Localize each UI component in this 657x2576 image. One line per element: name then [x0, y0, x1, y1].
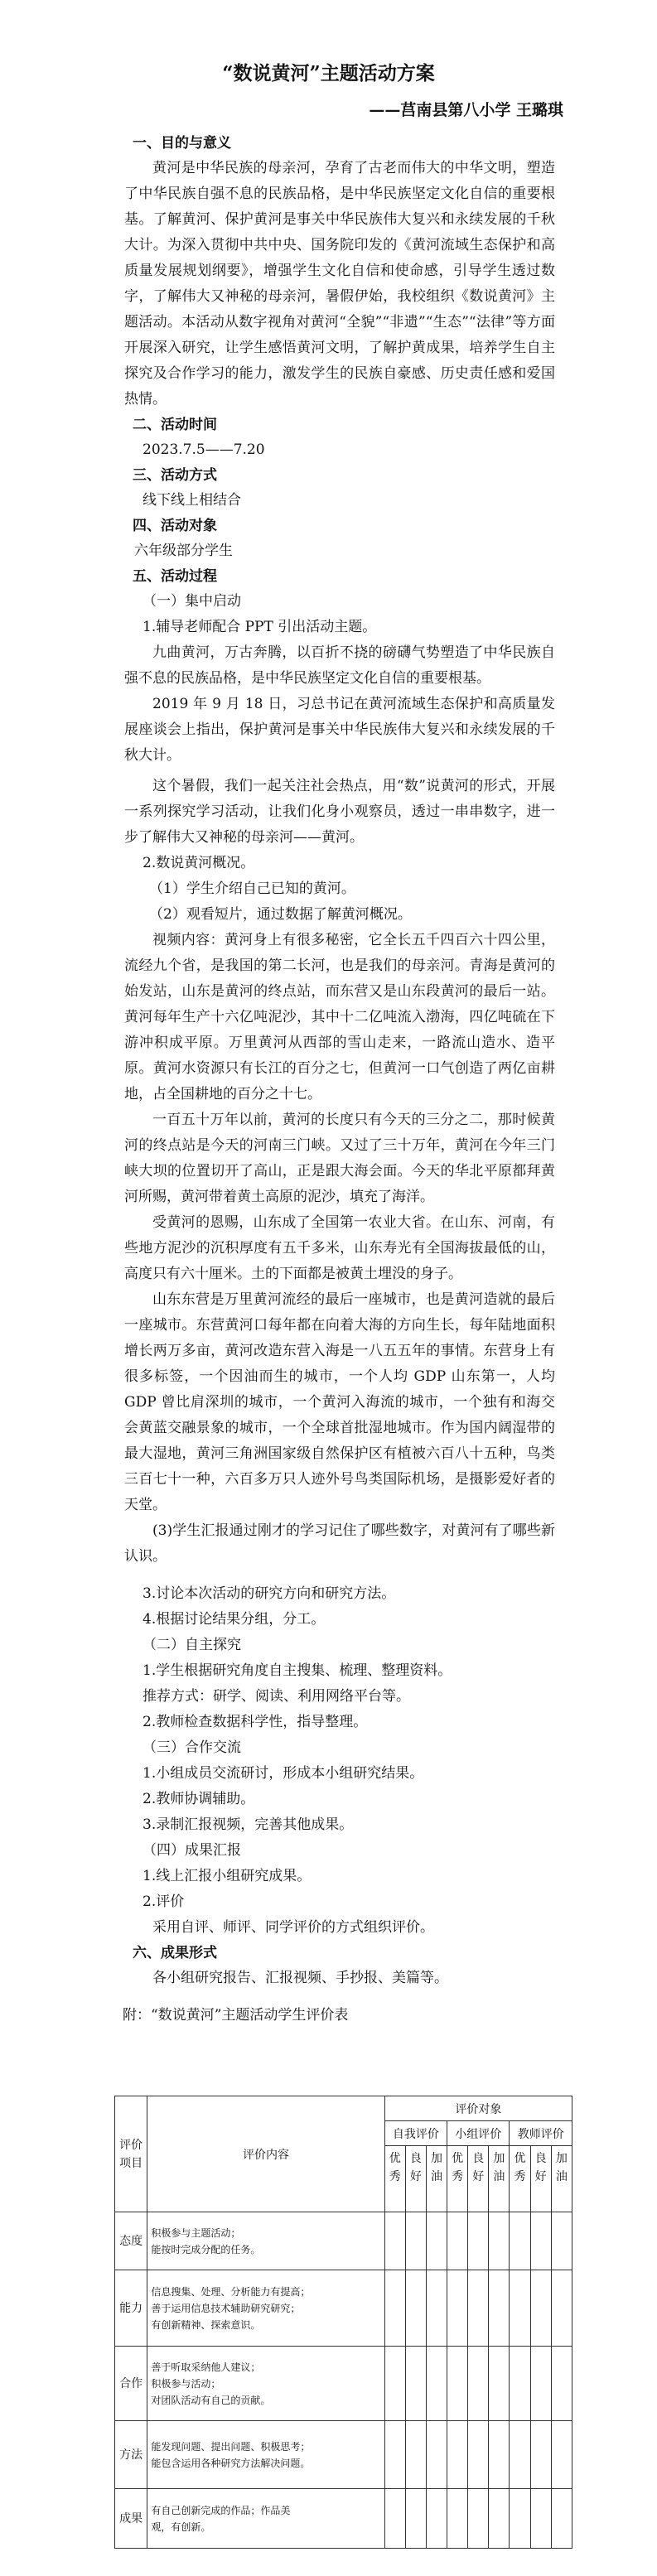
col-header-content: 评价内容	[147, 2096, 384, 2212]
col-header-item: 评价项目	[115, 2096, 147, 2212]
paragraph: 受黄河的恩赐，山东成了全国第一农业大省。在山东、河南，有些地方泥沙的沉积厚度有五千多米，山东寿光有全国海拔最低的山，高度只有六十厘米。土的下面都是被黄土埋没的身子。	[124, 1214, 555, 1282]
rating-cell[interactable]	[426, 2270, 447, 2347]
rating-cell[interactable]	[510, 2421, 530, 2489]
appendix-caption: 附：“数说黄河”主题活动学生评价表	[123, 2007, 349, 2024]
rating-cell[interactable]	[405, 2270, 426, 2347]
paragraph: 2.教师检查数据科学性，指导整理。	[143, 1714, 368, 1730]
rating-cell[interactable]	[510, 2270, 530, 2347]
grade-header: 优秀	[447, 2146, 468, 2212]
grade-header: 加油	[489, 2146, 510, 2212]
paragraph: 山东东营是万里黄河流经的最后一座城市，也是黄河造就的最后一座城市。东营黄河口每年都在向着大海的方向生长，每年陆地面积增长两万多亩，黄河改造东营入海是一八五五年的事情。东营身上有很多标签，一个因油而生的城市，一个人均 GDP 山东第一，人均 GDP 曾比肩深圳的城市，一个黄河入海流的城市，一个独有和海交会黄蓝交融景象的城市，一个全球首批湿地城市。作为国内阔湿带的最大湿地，黄河三角洲国家级自然保护区有植被六百八十五种，鸟类三百七十一种，六百多万只人迹外号鸟类国际机场，是摄影爱好者的天堂。	[124, 1291, 555, 1513]
paragraph: 1.线上汇报小组研究成果。	[143, 1868, 312, 1884]
criteria-cell	[147, 2347, 384, 2421]
section-heading: 五、活动过程	[133, 568, 217, 585]
rating-cell[interactable]	[551, 2347, 572, 2421]
paragraph: (3)学生汇报通过刚才的学习记住了哪些数字，对黄河有了哪些新认识。	[124, 1522, 555, 1565]
table-row	[115, 2421, 572, 2489]
criteria-line: 能发现问题、提出问题、积极思考；	[151, 2440, 311, 2453]
rating-cell[interactable]	[426, 2212, 447, 2270]
rating-cell[interactable]	[405, 2212, 426, 2270]
dimension-label: 能力	[115, 2270, 147, 2347]
group-header: 教师评价	[510, 2121, 572, 2146]
table-row	[115, 2212, 572, 2270]
rating-cell[interactable]	[551, 2489, 572, 2549]
paragraph: 2019 年 9 月 18 日，习总书记在黄河流域生态保护和高质量发展座谈会上指出，保护黄河是事关中华民族伟大复兴和永续发展的千秋大计。	[124, 696, 555, 764]
rating-cell[interactable]	[551, 2270, 572, 2347]
paragraph: 2.评价	[143, 1893, 185, 1910]
rating-cell[interactable]	[405, 2347, 426, 2421]
grade-header: 优秀	[510, 2146, 530, 2212]
grade-header: 良好	[405, 2146, 426, 2212]
sub-heading: （一）集中启动	[143, 593, 241, 610]
rating-cell[interactable]	[489, 2421, 510, 2489]
paragraph: 1.学生根据研究角度自主搜集、梳理、整理资料。	[143, 1662, 452, 1679]
paragraph: 4.根据讨论结果分组，分工。	[143, 1611, 326, 1628]
group-header: 小组评价	[447, 2121, 510, 2146]
criteria-line: 积极参与活动；	[151, 2377, 221, 2390]
rating-cell[interactable]	[468, 2347, 489, 2421]
paragraph: 线下线上相结合	[143, 492, 241, 509]
paragraph: 视频内容：黄河身上有很多秘密，它全长五千四百六十四公里，流经九个省，是我国的第二长河，也是我们的母亲河。青海是黄河的始发站，山东是黄河的终点站，而东营又是山东段黄河的最后一站。黄河每年生产十六亿吨泥沙，其中十二亿吨流入渤海，四亿吨硫在下游冲积成平原。万里黄河从西部的雪山走来，一路流山造水、造平原。黄河水资源只有长江的百分之七，但黄河一口气创造了两亿亩耕地，占全国耕地的百分之十七。	[124, 932, 555, 1102]
rating-cell[interactable]	[530, 2270, 551, 2347]
rating-cell[interactable]	[405, 2489, 426, 2549]
section-heading: 三、活动方式	[133, 467, 217, 484]
paragraph: （2）观看短片，通过数据了解黄河概况。	[149, 906, 412, 923]
criteria-line: 对团队活动有自己的贡献。	[151, 2394, 271, 2406]
criteria-cell	[147, 2270, 384, 2347]
criteria-line: 善于运用信息技术辅助研究研究；	[151, 2302, 301, 2314]
evaluation-table	[114, 2096, 572, 2549]
sub-heading: （二）自主探究	[143, 1637, 241, 1653]
criteria-line: 观，有创新。	[151, 2521, 211, 2533]
section-heading: 二、活动时间	[133, 417, 217, 433]
rating-cell[interactable]	[530, 2347, 551, 2421]
dimension-label: 方法	[115, 2421, 147, 2489]
paragraph: 2.数说黄河概况。	[143, 855, 255, 871]
paragraph: 六年级部分学生	[134, 543, 233, 559]
grade-header: 加油	[426, 2146, 447, 2212]
rating-cell[interactable]	[384, 2421, 405, 2489]
rating-cell[interactable]	[489, 2347, 510, 2421]
doc-body	[124, 131, 555, 2028]
rating-cell[interactable]	[384, 2489, 405, 2549]
rating-cell[interactable]	[468, 2212, 489, 2270]
rating-cell[interactable]	[384, 2347, 405, 2421]
section-heading: 一、目的与意义	[133, 135, 231, 152]
rating-cell[interactable]	[530, 2489, 551, 2549]
grade-header: 优秀	[384, 2146, 405, 2212]
dimension-label: 成果	[115, 2489, 147, 2549]
group-header: 自我评价	[384, 2121, 447, 2146]
dimension-label: 合作	[115, 2347, 147, 2421]
criteria-cell	[147, 2489, 384, 2549]
rating-cell[interactable]	[447, 2489, 468, 2549]
paragraph: 3.讨论本次活动的研究方向和研究方法。	[143, 1585, 396, 1602]
criteria-line: 积极参与主题活动；	[151, 2226, 241, 2239]
criteria-line: 有自己创新完成的作品；作品美	[151, 2504, 291, 2516]
criteria-line: 能按时完成分配的任务。	[151, 2243, 261, 2255]
section-heading: 四、活动对象	[133, 518, 217, 534]
grade-header: 加油	[551, 2146, 572, 2212]
paragraph: 九曲黄河，万古奔腾，以百折不挠的磅礴气势塑造了中华民族自强不息的民族品格，是中华民族坚定文化自信的重要根基。	[124, 644, 555, 687]
grade-header: 良好	[530, 2146, 551, 2212]
rating-cell[interactable]	[468, 2421, 489, 2489]
rating-cell[interactable]	[530, 2421, 551, 2489]
rating-cell[interactable]	[426, 2347, 447, 2421]
criteria-line: 能包含运用各种研究方法解决问题。	[151, 2457, 311, 2469]
doc-title: “数说黄河”主题活动方案	[222, 62, 435, 84]
section-heading: 六、成果形式	[133, 1945, 217, 1961]
rating-cell[interactable]	[447, 2421, 468, 2489]
doc-author: ——莒南县第八小学 王璐琪	[369, 101, 563, 119]
rating-cell[interactable]	[510, 2212, 530, 2270]
rating-cell[interactable]	[468, 2270, 489, 2347]
paragraph: 2.教师协调辅助。	[143, 1791, 255, 1807]
rating-cell[interactable]	[551, 2212, 572, 2270]
paragraph: 2023.7.5——7.20	[143, 441, 265, 458]
rating-cell[interactable]	[489, 2212, 510, 2270]
rating-cell[interactable]	[426, 2421, 447, 2489]
rating-cell[interactable]	[447, 2212, 468, 2270]
criteria-cell	[147, 2212, 384, 2270]
rating-cell[interactable]	[405, 2421, 426, 2489]
rating-cell[interactable]	[468, 2489, 489, 2549]
rating-cell[interactable]	[384, 2212, 405, 2270]
criteria-line: 善于听取采纳他人建议；	[151, 2361, 261, 2373]
paragraph: 1.小组成员交流研讨，形成本小组研究结果。	[143, 1765, 424, 1782]
rating-cell[interactable]	[384, 2270, 405, 2347]
paragraph: 采用自评、师评、同学评价的方式组织评价。	[152, 1919, 434, 1936]
paragraph: （1）学生介绍自己已知的黄河。	[149, 880, 355, 897]
dimension-label: 态度	[115, 2212, 147, 2270]
rating-cell[interactable]	[530, 2212, 551, 2270]
paragraph: 这个暑假，我们一起关注社会热点，用“数”说黄河的形式，开展一系列探究学习活动，让我们化身小观察员，透过一串串数字，进一步了解伟大又神秘的母亲河——黄河。	[124, 778, 555, 846]
rating-cell[interactable]	[510, 2489, 530, 2549]
criteria-line: 信息搜集、处理、分析能力有提高；	[151, 2285, 311, 2298]
criteria-line: 有创新精神、探索意识。	[151, 2318, 261, 2331]
rating-cell[interactable]	[447, 2347, 468, 2421]
paragraph: 一百五十万年以前，黄河的长度只有今天的三分之二，那时候黄河的终点站是今天的河南三门峡。又过了三十万年，黄河在今年三门峡大坝的位置切开了高山，正是跟大海会面。今天的华北平原都拜黄河所赐，黄河带着黄土高原的泥沙，填充了海洋。	[124, 1112, 555, 1205]
table-row	[115, 2489, 572, 2549]
grade-header: 良好	[468, 2146, 489, 2212]
paragraph: 推荐方式：研学、阅读、利用网络平台等。	[143, 1688, 410, 1705]
sub-heading: （三）合作交流	[143, 1739, 241, 1756]
col-header-target: 评价对象	[384, 2096, 572, 2121]
rating-cell[interactable]	[551, 2421, 572, 2489]
rating-cell[interactable]	[510, 2347, 530, 2421]
rating-cell[interactable]	[489, 2489, 510, 2549]
rating-cell[interactable]	[426, 2489, 447, 2549]
paragraph: 3.录制汇报视频，完善其他成果。	[143, 1816, 354, 1833]
rating-cell[interactable]	[447, 2270, 468, 2347]
criteria-cell	[147, 2421, 384, 2489]
paragraph: 1.辅导老师配合 PPT 引出活动主题。	[143, 619, 377, 635]
rating-cell[interactable]	[489, 2270, 510, 2347]
sub-heading: （四）成果汇报	[143, 1842, 241, 1859]
paragraph: 黄河是中华民族的母亲河，孕育了古老而伟大的中华文明，塑造了中华民族自强不息的民族品格，是中华民族坚定文化自信的重要根基。了解黄河、保护黄河是事关中华民族伟大复兴和永续发展的千秋大计。为深入贯彻中共中央、国务院印发的《黄河流域生态保护和高质量发展规划纲要》，增强学生文化自信和使命感，引导学生透过数字，了解伟大又神秘的母亲河，暑假伊始，我校组织《数说黄河》主题活动。本活动从数字视角对黄河“全貌”“非遗”“生态”“法律”等方面开展深入研究，让学生感悟黄河文明，了解护黄成果，培养学生自主探究及合作学习的能力，激发学生的民族自豪感、历史责任感和爱国热情。	[124, 160, 555, 408]
table-row	[115, 2270, 572, 2347]
table-row	[115, 2347, 572, 2421]
paragraph: 各小组研究报告、汇报视频、手抄报、美篇等。	[152, 1970, 448, 1986]
